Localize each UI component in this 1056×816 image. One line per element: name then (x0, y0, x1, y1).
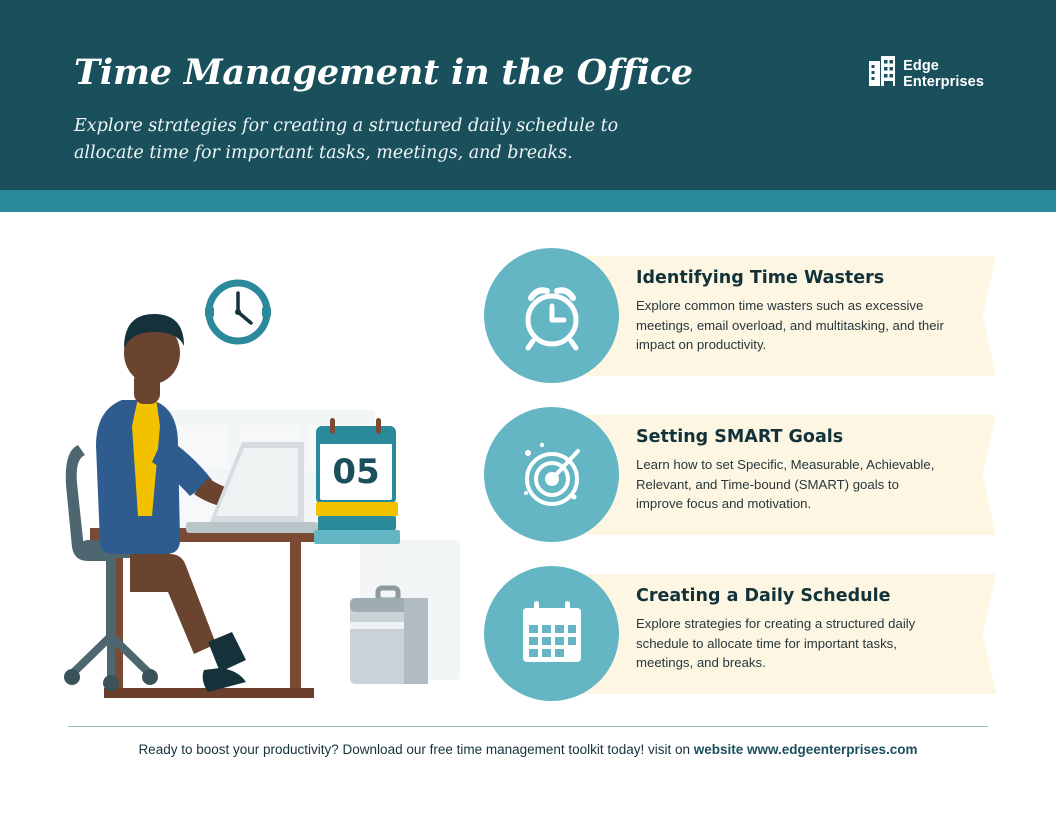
brand-name (903, 58, 984, 90)
book-stack (314, 502, 400, 544)
feature-content (636, 586, 946, 673)
feature-list (484, 248, 996, 725)
feature-item (484, 248, 996, 383)
office-illustration (60, 240, 480, 700)
header-accent-bar (0, 190, 1056, 212)
feature-description: Explore strategies for creating a structured daily schedule to allocate time for important tasks, meetings, and breaks. (636, 616, 916, 670)
wall-clock-icon (205, 283, 271, 341)
brand-line-2: Enterprises (903, 73, 984, 90)
calendar-icon (484, 566, 619, 701)
desk-calendar (318, 418, 394, 502)
building-icon (869, 56, 895, 91)
feature-description: Explore common time wasters such as excessive meetings, email overload, and multitasking, and their impact on productivity. (636, 298, 944, 352)
footer-link[interactable]: website www.edgeenterprises.com (693, 742, 918, 757)
brand-line-1: Edge (903, 57, 939, 74)
briefcase-icon (350, 588, 428, 684)
feature-description: Learn how to set Specific, Measurable, Achievable, Relevant, and Time-bound (SMART) goals to improve focus and motivation. (636, 457, 935, 511)
feature-title: Identifying Time Wasters (636, 268, 885, 288)
footer-cta (68, 742, 988, 757)
feature-content (636, 268, 946, 355)
page-subtitle: Explore strategies for creating a structured daily schedule to allocate time for important tasks, meetings, and breaks. (74, 116, 619, 163)
target-dartboard-icon (484, 407, 619, 542)
feature-item (484, 566, 996, 701)
page-title: Time Management in the Office (74, 52, 693, 93)
alarm-clock-icon (484, 248, 619, 383)
footer-divider (68, 726, 988, 727)
feature-title: Creating a Daily Schedule (636, 586, 891, 606)
feature-title: Setting SMART Goals (636, 427, 844, 447)
brand-logo (869, 56, 984, 91)
calendar-day-number: 05 (332, 452, 380, 492)
feature-content (636, 427, 946, 514)
feature-item (484, 407, 996, 542)
footer-text: Ready to boost your productivity? Download our free time management toolkit today! visit on (138, 742, 694, 757)
